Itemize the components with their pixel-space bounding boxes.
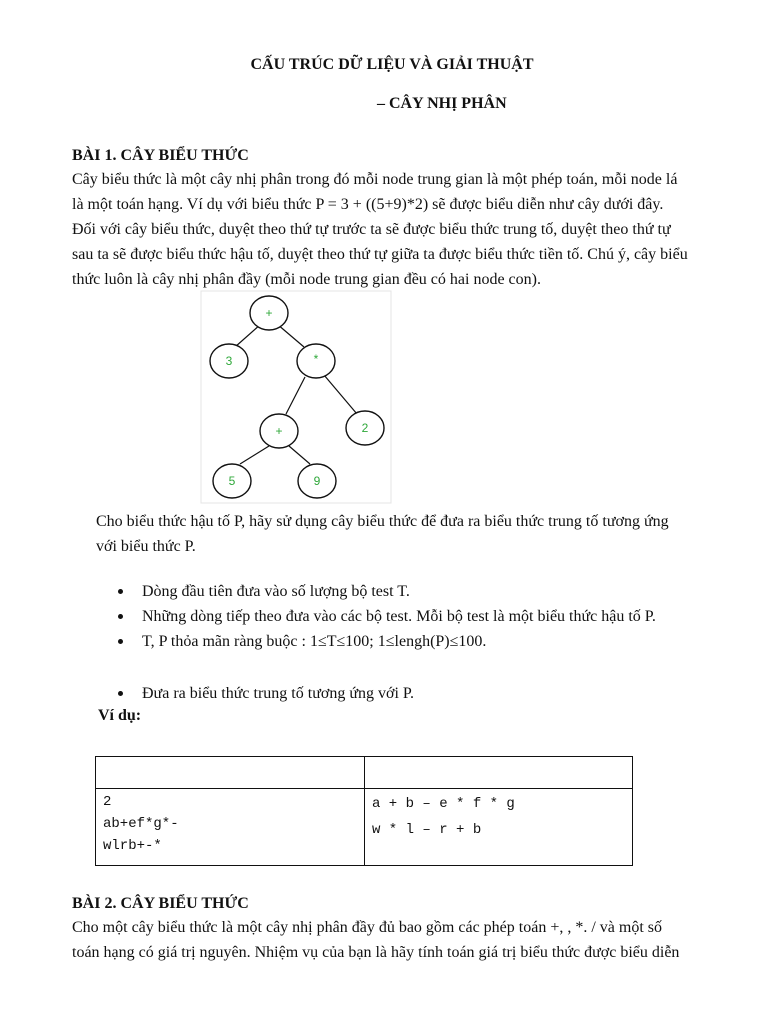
tree-node-label: * bbox=[313, 352, 319, 366]
output-line: a + b – e * f * g bbox=[372, 796, 515, 812]
bai1-task-paragraph bbox=[96, 509, 713, 559]
table-header-cell-input bbox=[96, 757, 365, 789]
paragraph-line: toán hạng có giá trị nguyên. Nhiệm vụ của bạn là hãy tính toán giá trị biểu thức được biểu diễn bbox=[72, 944, 680, 961]
list-item-text: Đưa ra biểu thức trung tố tương ứng với P. bbox=[142, 685, 415, 702]
list-item bbox=[118, 629, 718, 654]
input-line: wlrb+-* bbox=[103, 838, 162, 854]
list-item-text: Dòng đầu tiên đưa vào số lượng bộ test T. bbox=[142, 583, 410, 600]
paragraph-line: Đối với cây biểu thức, duyệt theo thứ tự trước ta sẽ được biểu thức trung tố, duyệt theo thứ tự bbox=[72, 221, 671, 238]
tree-node-label: + bbox=[275, 424, 283, 438]
document-subtitle: – CÂY NHỊ PHÂN bbox=[377, 95, 507, 112]
tree-node-label: 9 bbox=[313, 474, 321, 488]
table-row bbox=[96, 789, 633, 866]
example-output-cell bbox=[365, 789, 633, 866]
bai2-intro-paragraph bbox=[72, 915, 713, 965]
tree-node-label: 2 bbox=[361, 421, 369, 435]
input-bullet-list bbox=[118, 579, 718, 654]
title-line-1: CẤU TRÚC DỮ LIỆU VÀ GIẢI THUẬT bbox=[250, 56, 534, 73]
list-item-text: Những dòng tiếp theo đưa vào các bộ test. Mỗi bộ test là một biểu thức hậu tố P. bbox=[142, 608, 656, 625]
list-item bbox=[118, 681, 718, 706]
paragraph-line: Cây biểu thức là một cây nhị phân trong đó mỗi node trung gian là một phép toán, mỗi node lá bbox=[72, 171, 678, 188]
tree-node-label: + bbox=[265, 306, 273, 320]
list-item bbox=[118, 604, 718, 629]
tree-node-label: 3 bbox=[225, 354, 233, 368]
list-item bbox=[118, 579, 718, 604]
tree-node-label: 5 bbox=[228, 474, 236, 488]
bullet-icon bbox=[118, 589, 123, 594]
paragraph-line: Cho một cây biểu thức là một cây nhị phân đầy đủ bao gồm các phép toán +, , *. / và một số bbox=[72, 919, 663, 936]
paragraph-line: Cho biểu thức hậu tố P, hãy sử dụng cây biểu thức để đưa ra biểu thức trung tố tương ứng bbox=[96, 513, 669, 530]
section-heading-bai2: BÀI 2. CÂY BIỂU THỨC bbox=[72, 895, 249, 912]
paragraph-line: thức luôn là cây nhị phân đầy (mỗi node trung gian đều có hai node con). bbox=[72, 271, 541, 288]
example-table bbox=[95, 756, 633, 866]
table-header-cell-output bbox=[365, 757, 633, 789]
input-line: 2 bbox=[103, 794, 112, 810]
list-item-text: T, P thỏa mãn ràng buộc : 1≤T≤100; 1≤lengh(P)≤100. bbox=[142, 633, 487, 650]
paragraph-line: sau ta sẽ được biểu thức hậu tố, duyệt theo thứ tự giữa ta được biểu thức tiền tố. Chú ý, cây biểu bbox=[72, 246, 688, 263]
document-title bbox=[0, 56, 768, 74]
bullet-icon bbox=[118, 639, 123, 644]
bai1-intro-paragraph bbox=[72, 167, 713, 292]
output-bullet-list bbox=[118, 681, 718, 706]
paragraph-line: là một toán hạng. Ví dụ với biểu thức P = 3 + ((5+9)*2) sẽ được biểu diễn như cây dưới đây. bbox=[72, 196, 664, 213]
input-line: ab+ef*g*- bbox=[103, 816, 179, 832]
bullet-icon bbox=[118, 691, 123, 696]
expression-tree-diagram bbox=[200, 290, 400, 505]
section-heading-bai1: BÀI 1. CÂY BIỂU THỨC bbox=[72, 147, 249, 164]
example-input-cell bbox=[96, 789, 365, 866]
example-label: Ví dụ: bbox=[98, 707, 142, 724]
output-line: w * l – r + b bbox=[372, 822, 482, 838]
bullet-icon bbox=[118, 614, 123, 619]
table-header-row bbox=[96, 757, 633, 789]
paragraph-line: với biểu thức P. bbox=[96, 538, 196, 555]
